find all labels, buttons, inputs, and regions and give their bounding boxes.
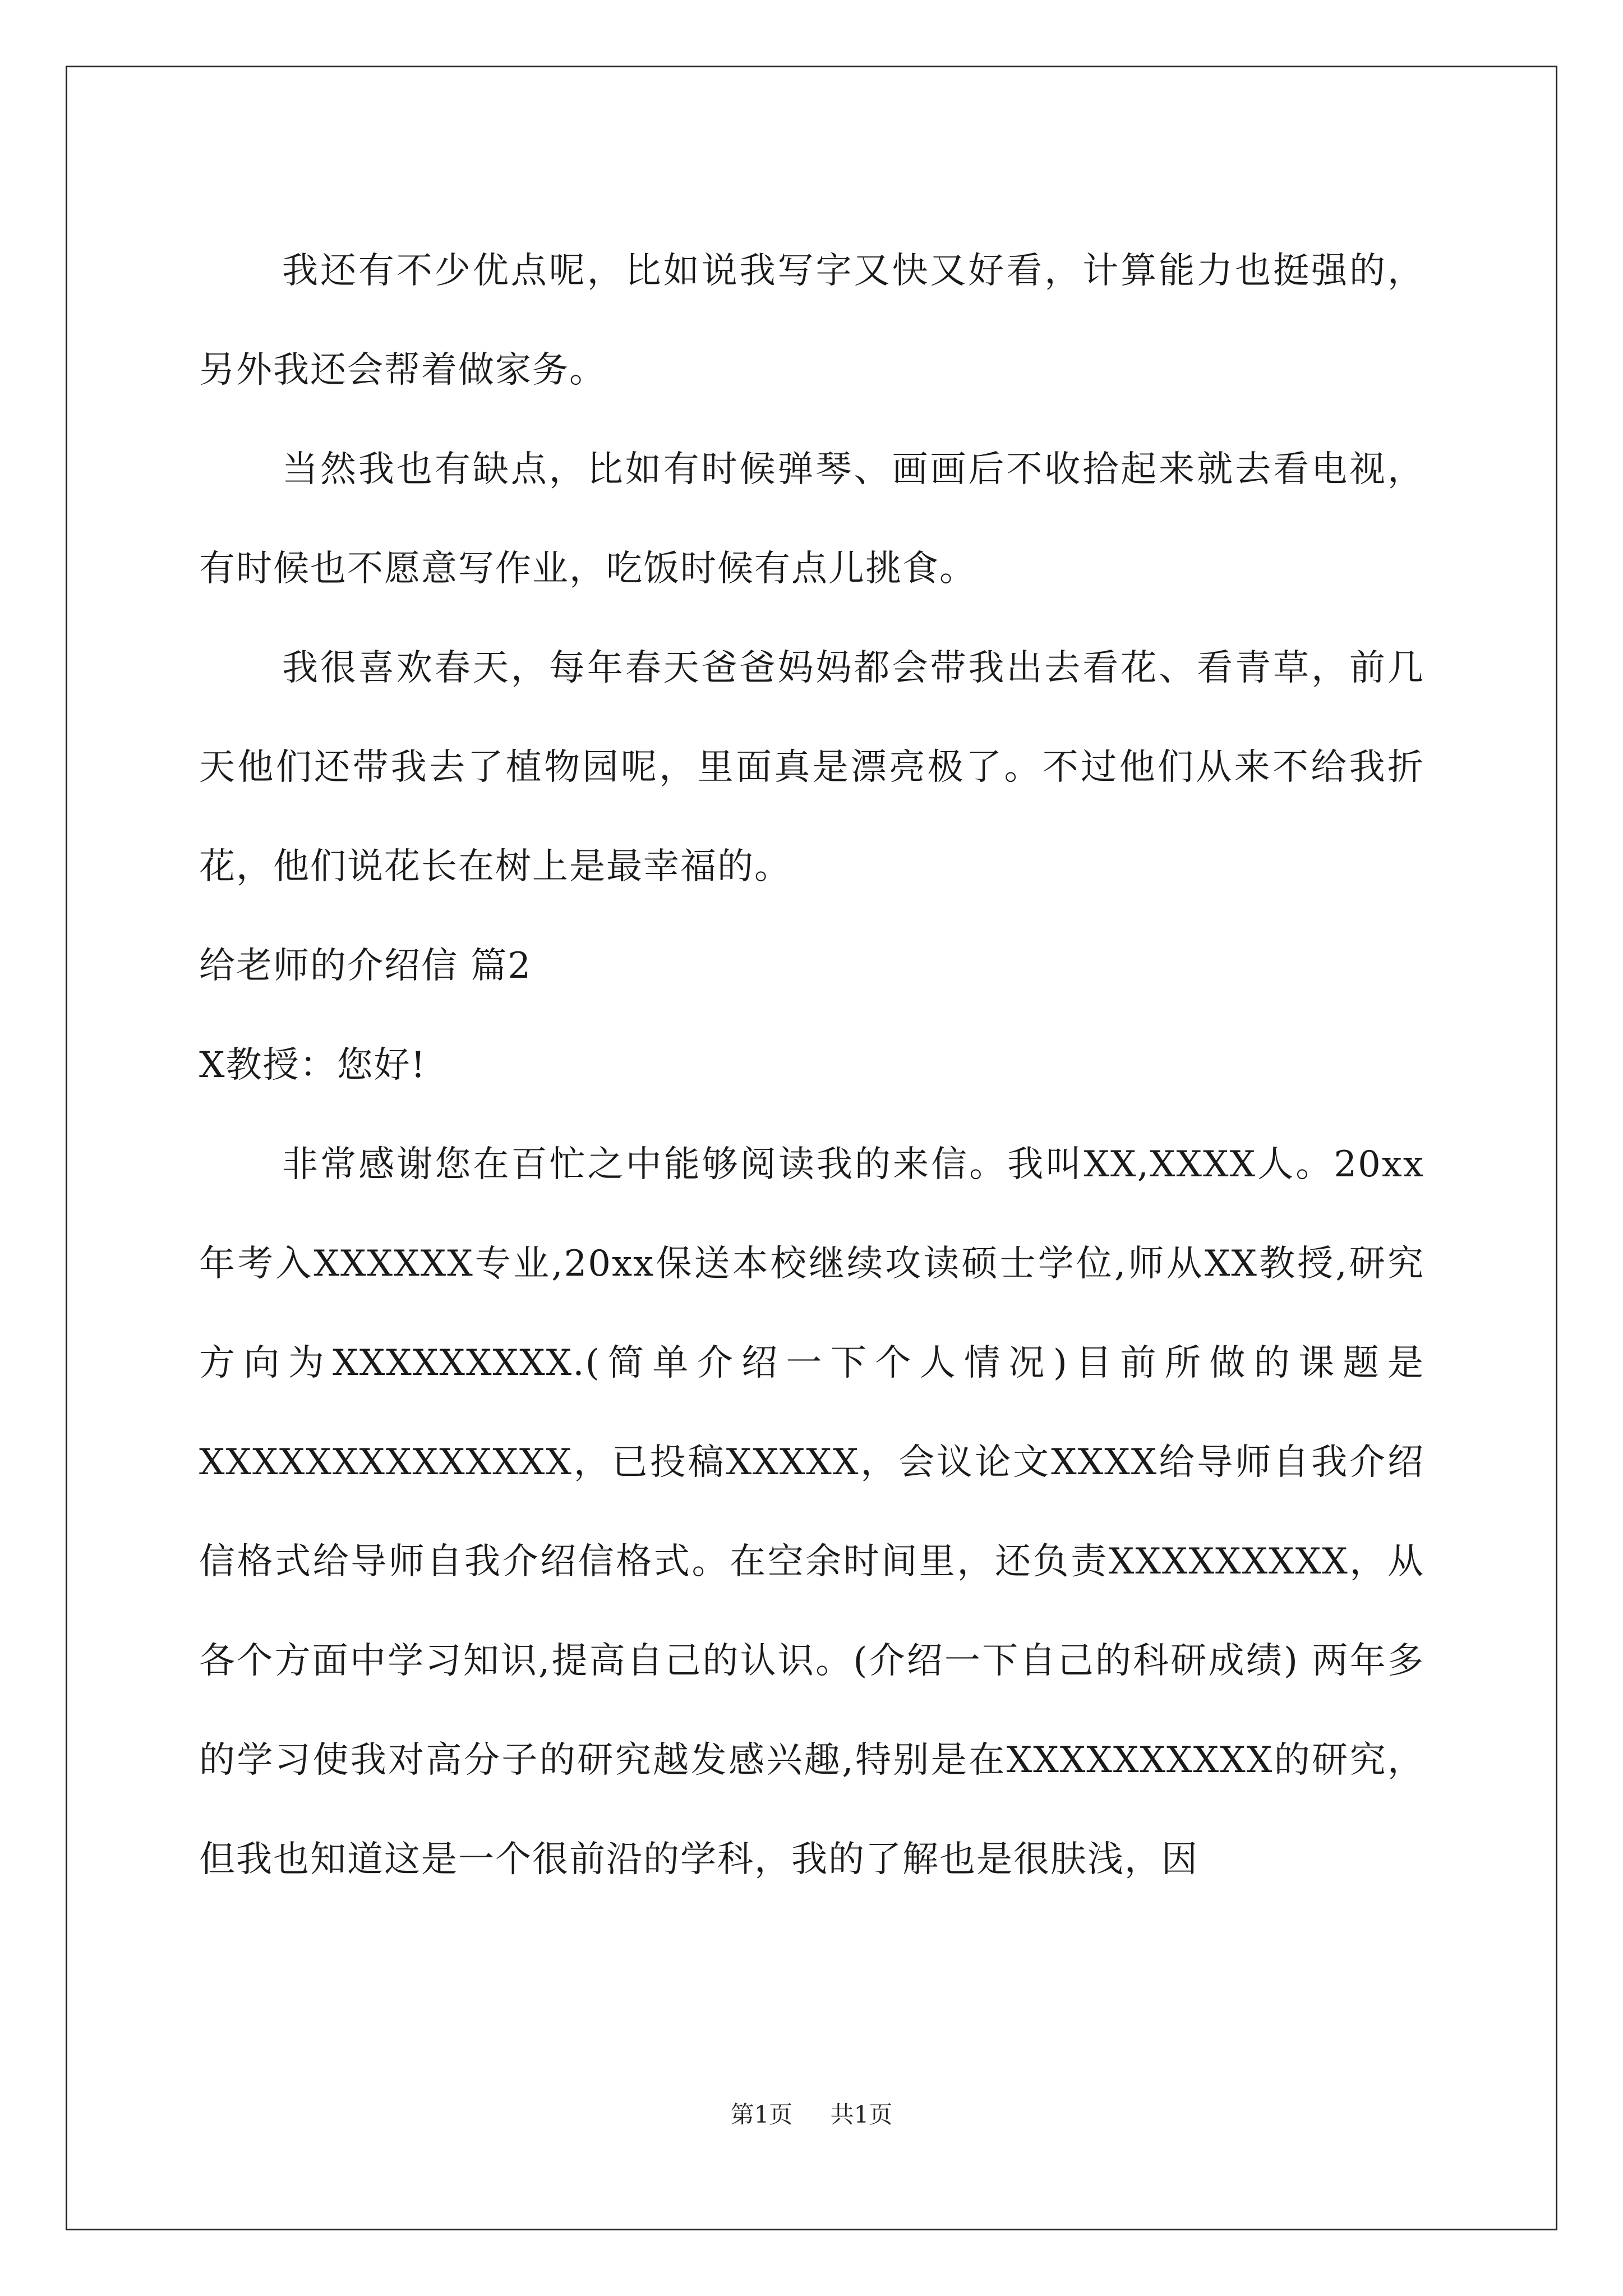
document-body: [199, 222, 1424, 1910]
paragraph: 我很喜欢春天，每年春天爸爸妈妈都会带我出去看花、看青草，前几天他们还带我去了植物园呢，里面真是漂亮极了。不过他们从来不给我折花，他们说花长在树上是最幸福的。: [199, 647, 1424, 887]
page-footer: [0, 2096, 1623, 2130]
page-number: 第1页: [730, 2101, 793, 2128]
page-total: 共1页: [830, 2101, 893, 2128]
section-heading: 给老师的介绍信 篇2: [199, 945, 532, 987]
salutation: X教授：您好!: [199, 1045, 427, 1086]
paragraph: 我还有不少优点呢，比如说我写字又快又好看，计算能力也挺强的，另外我还会帮着做家务。: [199, 250, 1424, 391]
paragraph: 非常感谢您在百忙之中能够阅读我的来信。我叫XX,XXXX人。20xx年考入XXXXXX专业,20xx保送本校继续攻读硕士学位,师从XX教授,研究方向为XXXXXXXXX.(简单介绍一下个人情况)目前所做的课题是XXXXXXXXXXXXXX，已投稿XXXXX，会议论文XXXX给导师自我介绍信格式给导师自我介绍信格式。在空余时间里，还负责XXXXXXXXX，从各个方面中学习知识,提高自己的认识。(介绍一下自己的科研成绩) 两年多的学习使我对高分子的研究越发感兴趣,特别是在XXXXXXXXXX的研究，但我也知道这是一个很前沿的学科，我的了解也是很肤浅，因: [199, 1144, 1424, 1880]
paragraph: 当然我也有缺点，比如有时候弹琴、画画后不收拾起来就去看电视，有时候也不愿意写作业，吃饭时候有点儿挑食。: [199, 449, 1424, 590]
